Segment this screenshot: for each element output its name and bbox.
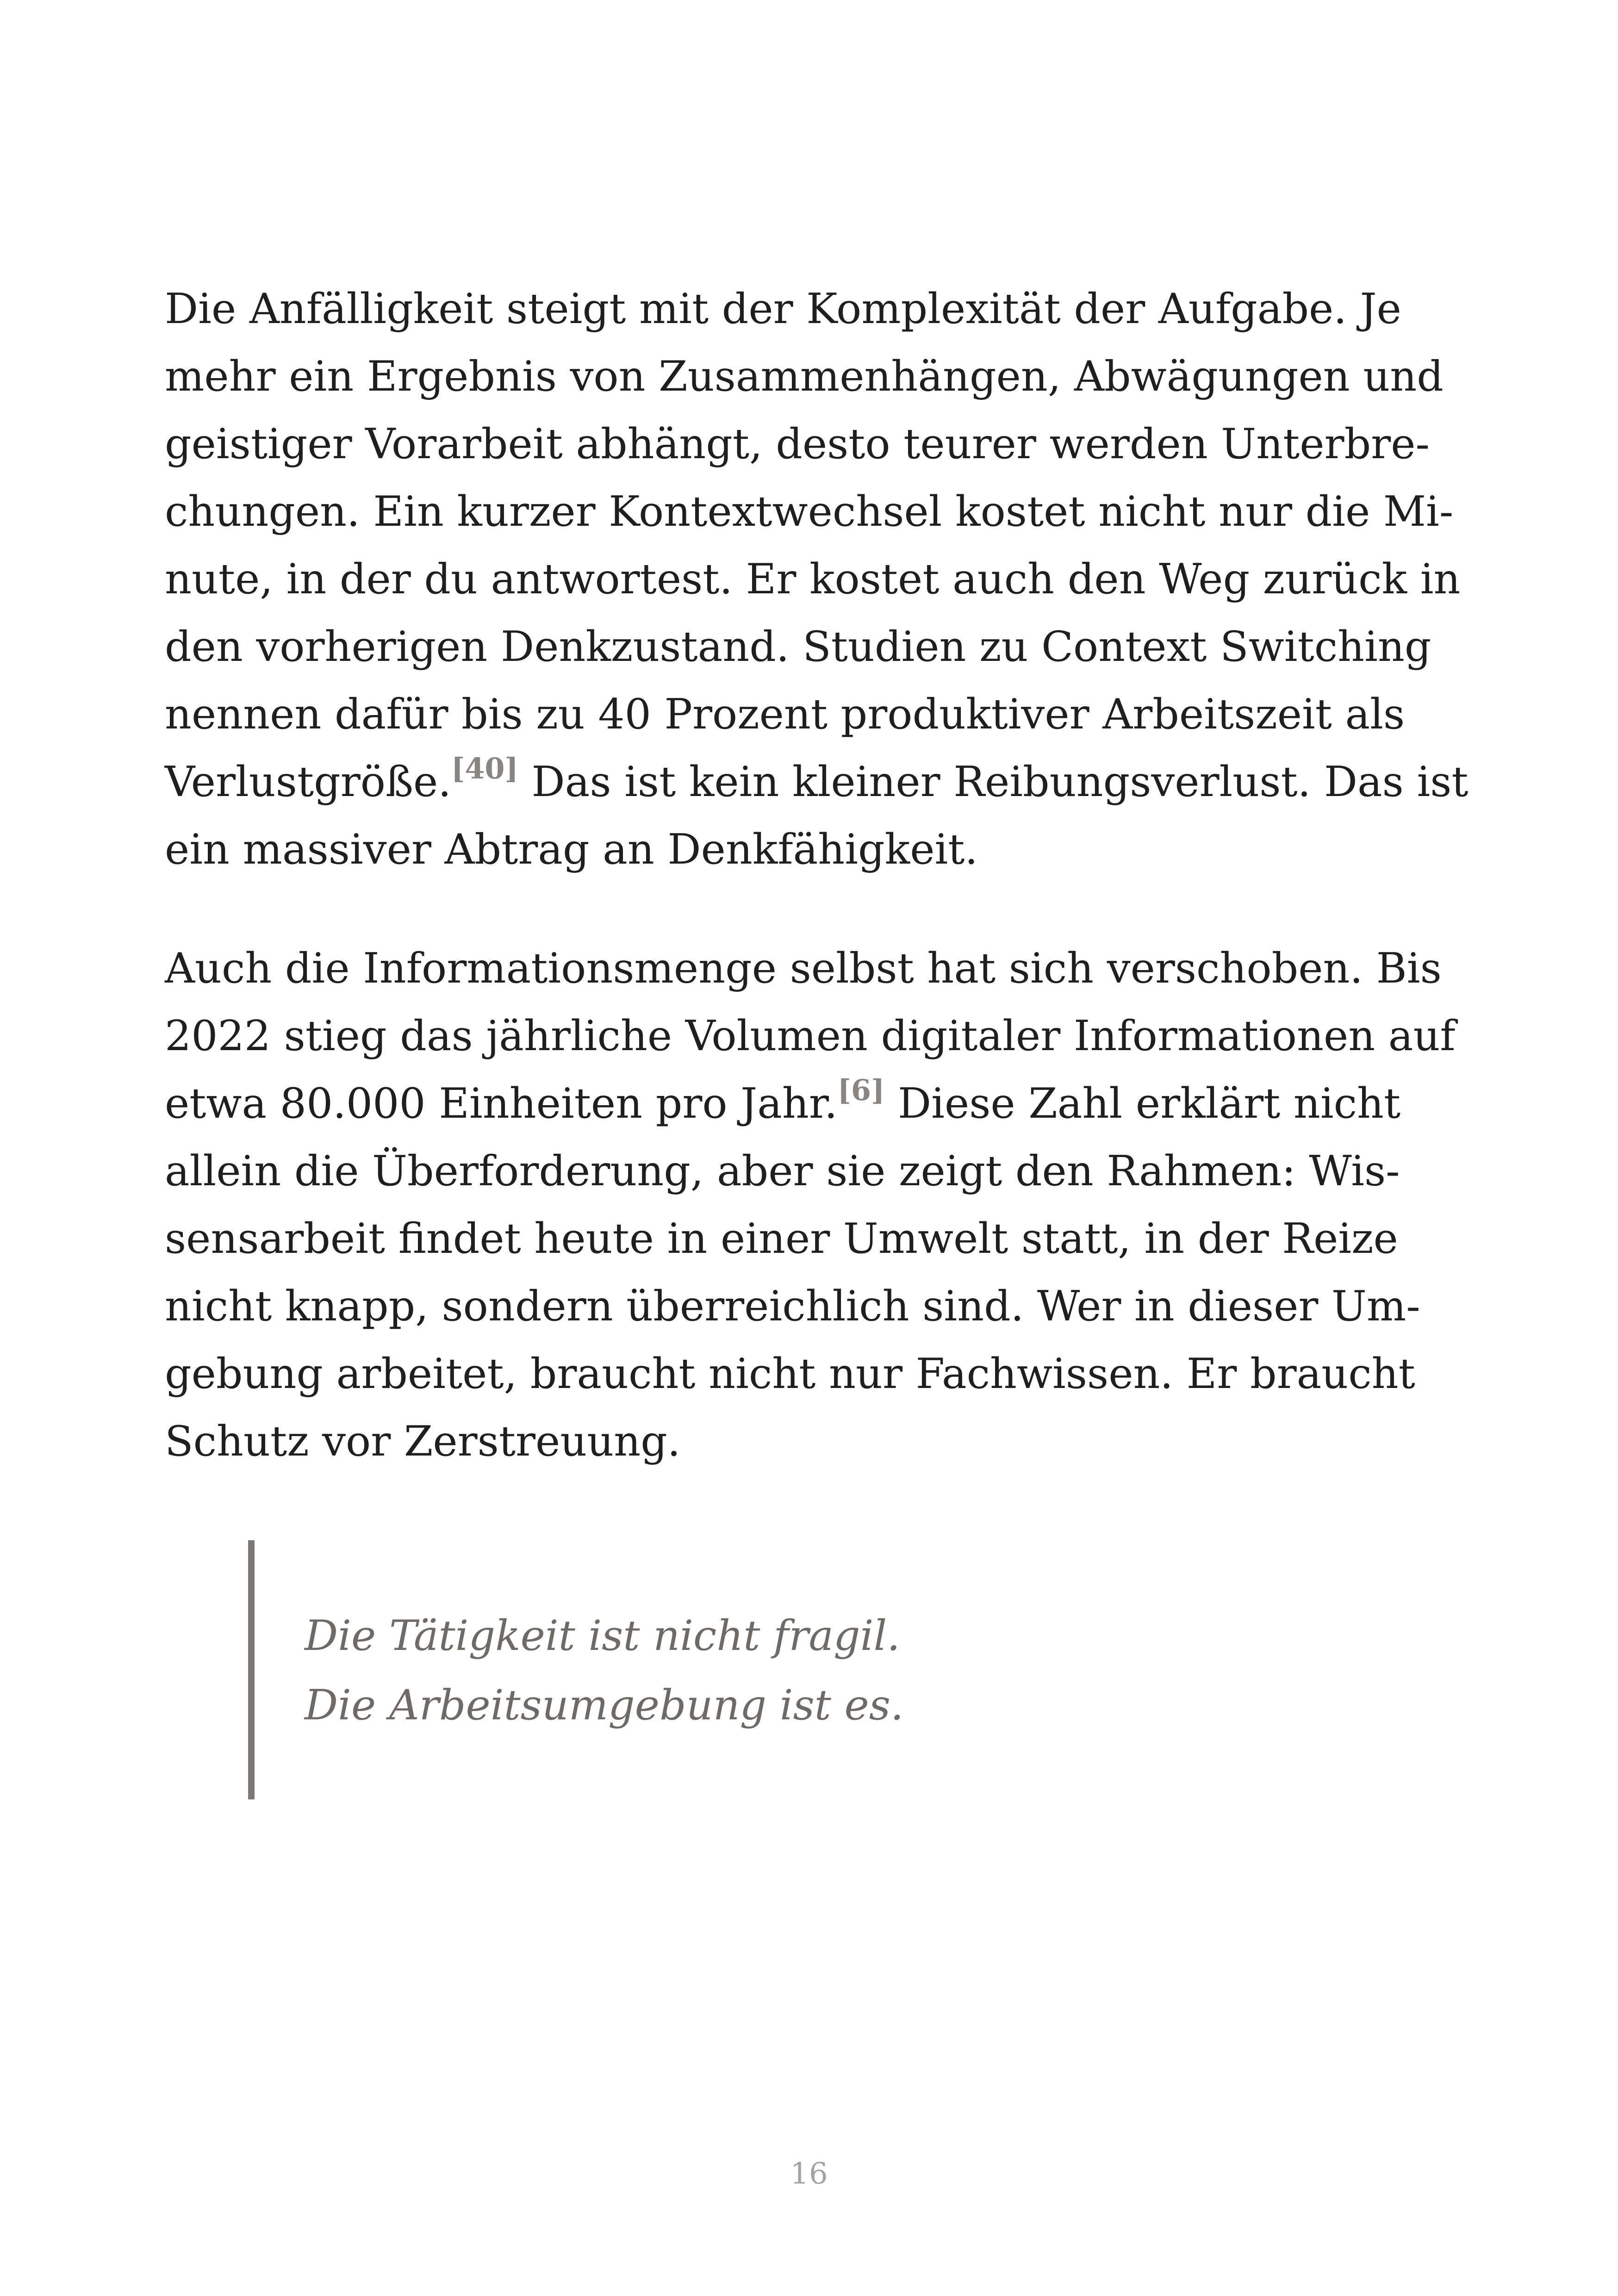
blockquote (305, 1601, 1230, 1740)
paragraph-line: nennen dafür bis zu 40 Prozent produktiver Arbeitszeit als (165, 690, 1405, 739)
paragraph-line: Auch die Informationsmenge selbst hat sich verschoben. Bis (165, 944, 1442, 993)
page-number: 16 (790, 2157, 828, 2191)
blockquote-line: Die Tätigkeit ist nicht fragil. (305, 1612, 900, 1660)
blockquote-line: Die Arbeitsumgebung ist es. (305, 1681, 904, 1730)
paragraph-line-with-citation (165, 1070, 1401, 1138)
paragraph-line: nicht knapp, sondern überreichlich sind. Wer in dieser Um- (165, 1282, 1420, 1331)
paragraph-line: Die Anfälligkeit steigt mit der Komplexität der Aufgabe. Je (165, 285, 1401, 333)
paragraph-line: mehr ein Ergebnis von Zusammenhängen, Abwägungen und (165, 352, 1444, 401)
paragraph-information-volume (165, 935, 1456, 1475)
line-text: Verlustgröße. (165, 758, 451, 806)
paragraph-line: Schutz vor Zerstreuung. (165, 1417, 681, 1466)
paragraph-line: geistiger Vorarbeit abhängt, desto teurer werden Unterbre- (165, 420, 1430, 468)
paragraph-line: gebung arbeitet, braucht nicht nur Fachwissen. Er braucht (165, 1350, 1415, 1398)
paragraph-line: allein die Überforderung, aber sie zeigt den Rahmen: Wis- (165, 1147, 1400, 1195)
paragraph-line: ein massiver Abtrag an Denkfähigkeit. (165, 825, 978, 874)
paragraph-context-switching (165, 275, 1469, 884)
line-text: Diese Zahl erklärt nicht (884, 1079, 1401, 1128)
paragraph-line: sensarbeit findet heute in einer Umwelt statt, in der Reize (165, 1214, 1398, 1263)
line-text: Das ist kein kleiner Reibungsverlust. Das ist (518, 758, 1469, 806)
line-text: etwa 80.000 Einheiten pro Jahr. (165, 1079, 838, 1128)
paragraph-line-with-citation (165, 748, 1469, 816)
citation-reference-6[interactable]: [6] (837, 1073, 885, 1107)
paragraph-line: chungen. Ein kurzer Kontextwechsel kostet nicht nur die Mi- (165, 487, 1454, 536)
blockquote-bar (248, 1540, 255, 1799)
paragraph-line: nute, in der du antwortest. Er kostet auch den Weg zurück in (165, 555, 1461, 604)
paragraph-line: 2022 stieg das jährliche Volumen digitaler Informationen auf (165, 1012, 1456, 1060)
paragraph-line: den vorherigen Denkzustand. Studien zu Context Switching (165, 622, 1431, 671)
citation-reference-40[interactable]: [40] (451, 752, 518, 785)
